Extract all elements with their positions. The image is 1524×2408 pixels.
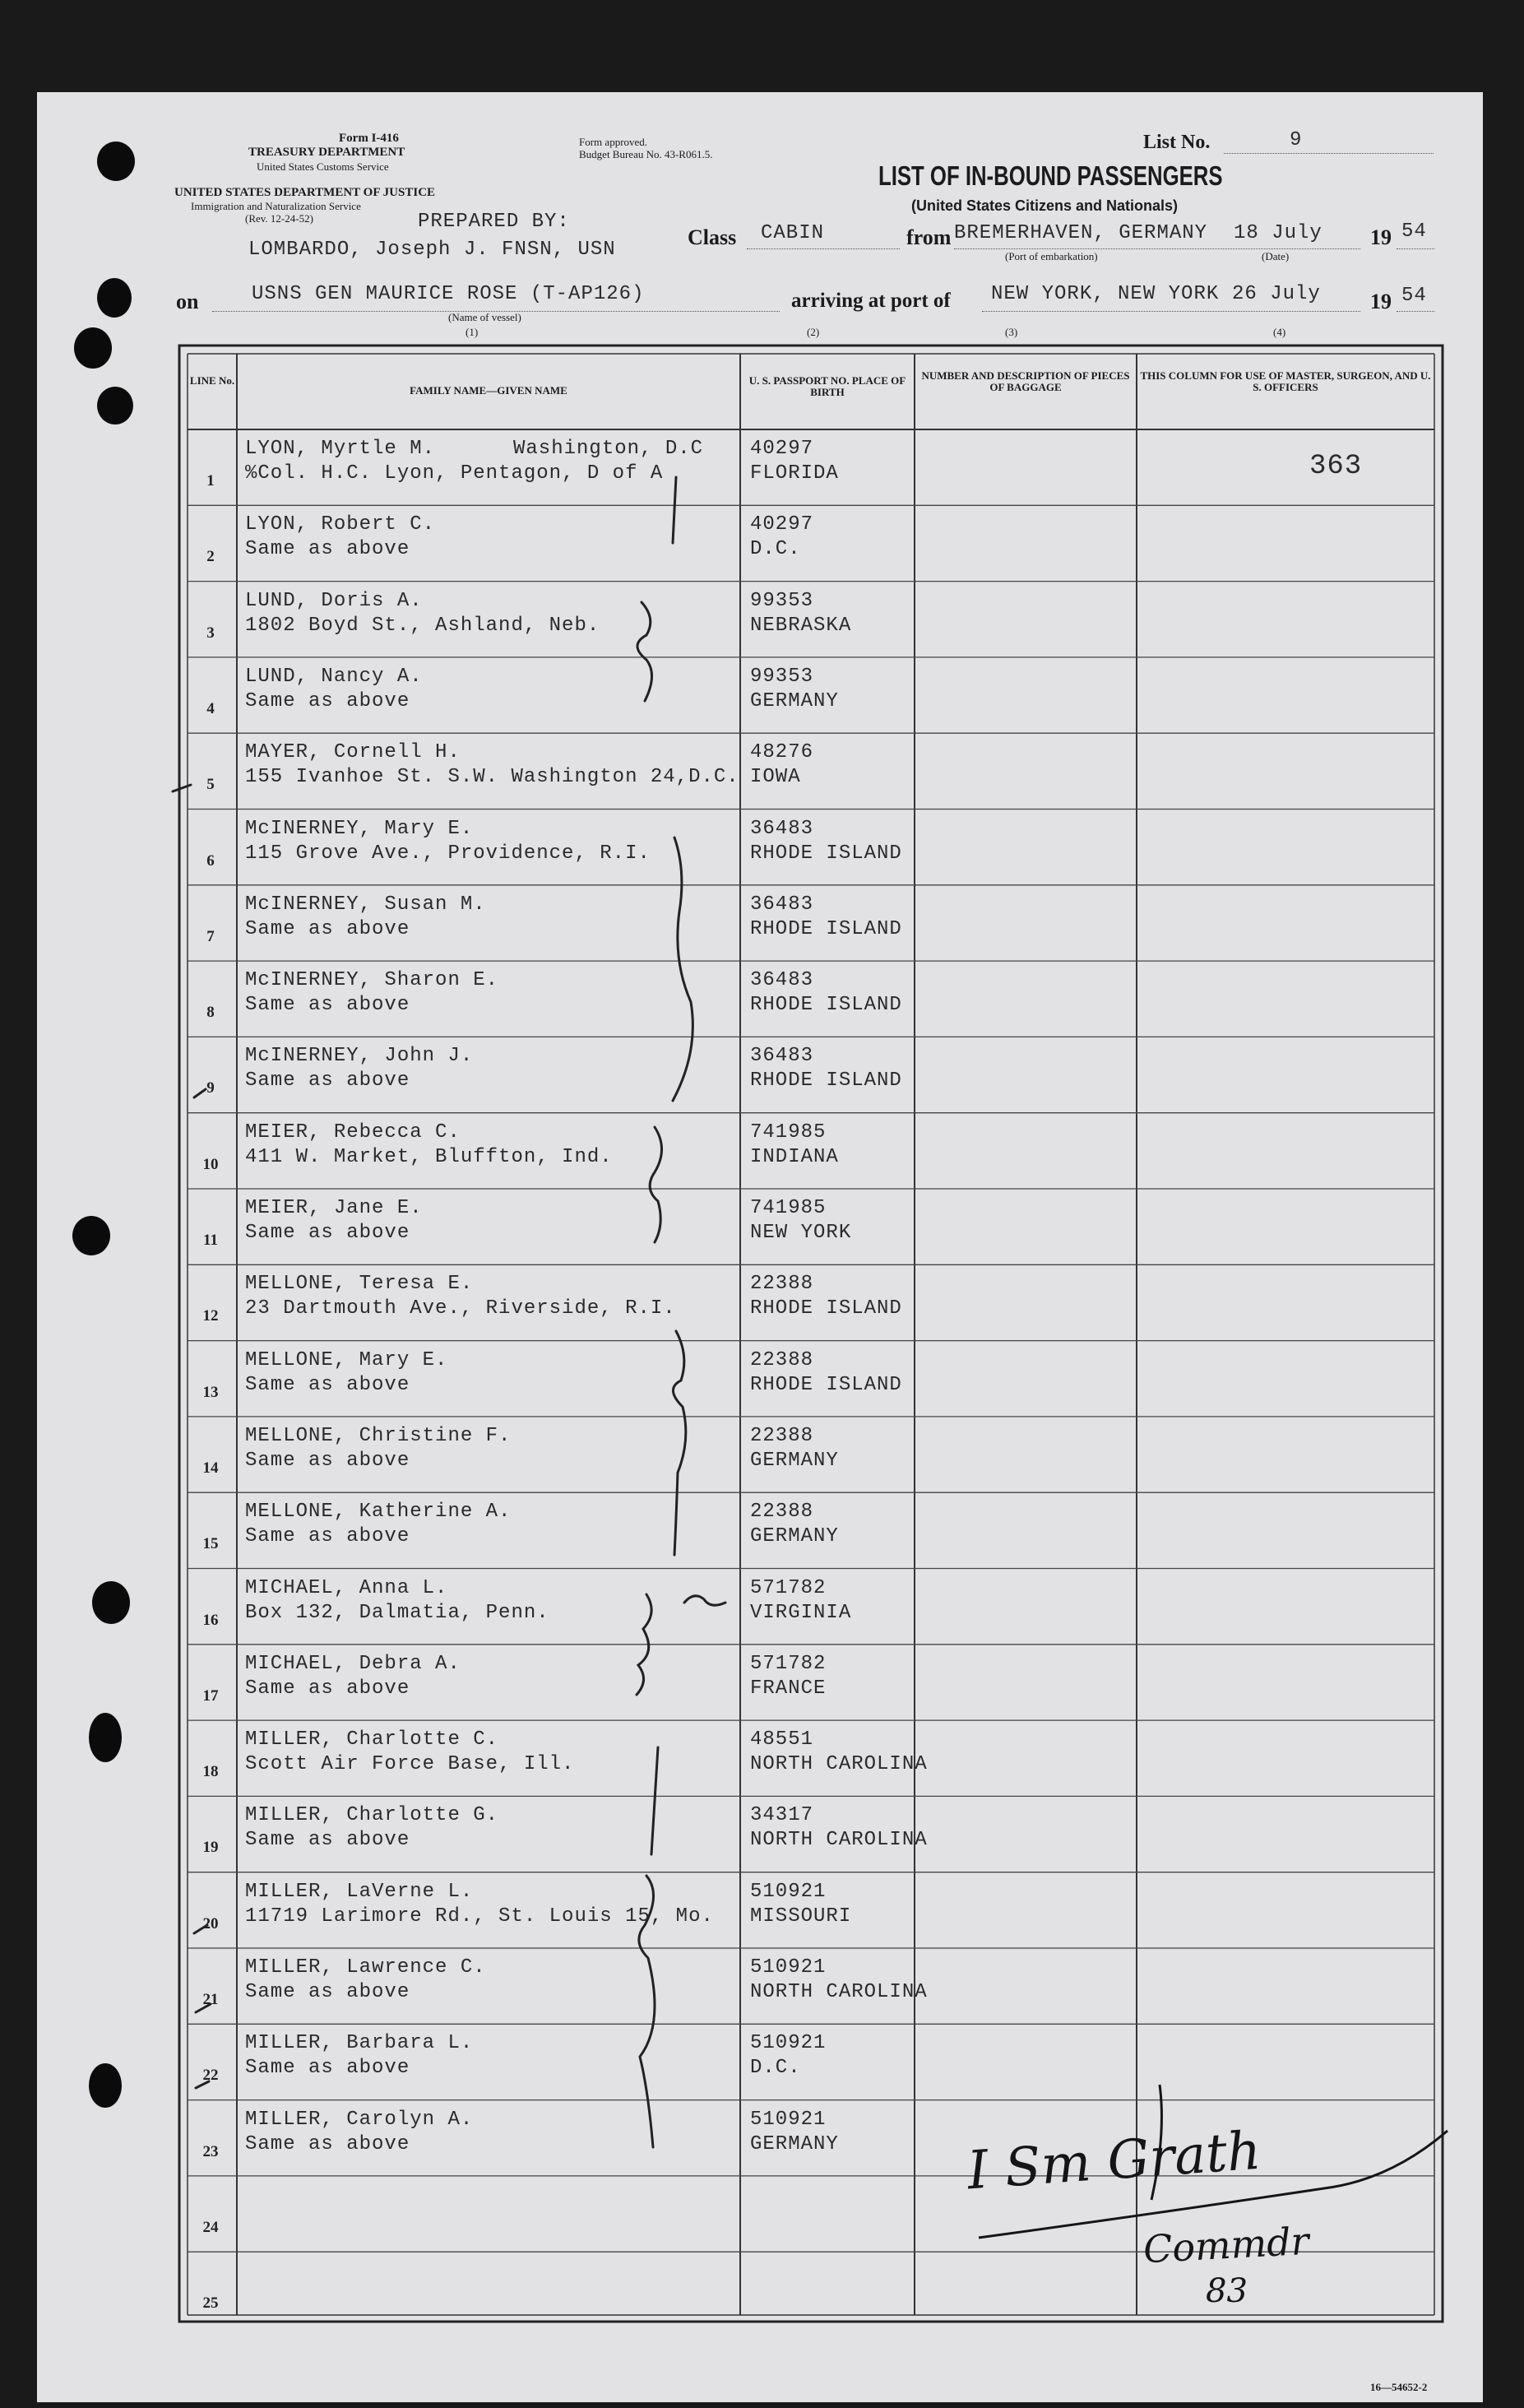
passenger-address: Same as above	[245, 2057, 410, 2080]
list-no-line	[1224, 153, 1434, 154]
column-number: (4)	[1273, 326, 1286, 338]
passenger-name: MAYER, Cornell H.	[245, 741, 461, 764]
table-row	[0, 2024, 1524, 2099]
table-row	[0, 2100, 1524, 2176]
place-of-birth: D.C.	[750, 538, 801, 561]
place-of-birth: FRANCE	[750, 1677, 827, 1700]
place-of-birth: NORTH CAROLINA	[750, 1981, 928, 2003]
place-of-birth: NEBRASKA	[750, 614, 852, 637]
place-of-birth: RHODE ISLAND	[750, 917, 902, 940]
passenger-address: 155 Ivanhoe St. S.W. Washington 24,D.C.	[245, 766, 739, 789]
passport-number: 40297	[750, 438, 814, 460]
line-number: 23	[202, 2142, 219, 2160]
passenger-name: MILLER, Charlotte G.	[245, 1804, 499, 1827]
arrival-port: NEW YORK, NEW YORK	[991, 283, 1220, 305]
line-number: 19	[202, 1839, 219, 1857]
signature-title: Commdr	[1142, 2218, 1310, 2272]
year-line	[1397, 248, 1434, 249]
header-family-name: FAMILY NAME—GIVEN NAME	[410, 384, 567, 397]
place-of-birth: MISSOURI	[750, 1905, 852, 1928]
passport-number: 510921	[750, 1956, 827, 1979]
column-number: (2)	[807, 326, 820, 338]
line-number: 17	[202, 1687, 219, 1705]
signature-name: I Sm Grath	[965, 2120, 1263, 2202]
table-row	[0, 582, 1524, 657]
passport-number: 22388	[750, 1348, 814, 1371]
passport-number: 48276	[750, 741, 814, 764]
column-number: (3)	[1005, 326, 1018, 338]
passenger-address: Box 132, Dalmatia, Penn.	[245, 1601, 549, 1624]
line-number: 11	[203, 1232, 218, 1249]
header-baggage: NUMBER AND DESCRIPTION OF PIECES OF BAGGAGE	[921, 369, 1130, 393]
header-officers: THIS COLUMN FOR USE OF MASTER, SURGEON, AND U. S. OFFICERS	[1140, 369, 1431, 393]
passenger-address: Same as above	[245, 1677, 410, 1700]
signature-number: 83	[1206, 2272, 1248, 2310]
place-of-birth: RHODE ISLAND	[750, 1297, 902, 1320]
passenger-name: MELLONE, Katherine A.	[245, 1501, 512, 1524]
justice-department: UNITED STATES DEPARTMENT OF JUSTICE	[174, 186, 436, 199]
passenger-name: MELLONE, Teresa E.	[245, 1273, 474, 1296]
line-number: 20	[202, 1914, 219, 1932]
from-date: 18 July	[1234, 222, 1322, 244]
passenger-name: MICHAEL, Debra A.	[245, 1652, 461, 1675]
passport-number: 22388	[750, 1424, 814, 1447]
passenger-name: MILLER, Carolyn A.	[245, 2108, 474, 2131]
passenger-address: 411 W. Market, Bluffton, Ind.	[245, 1145, 613, 1168]
year-line	[1397, 311, 1434, 312]
line-number: 18	[202, 1763, 219, 1781]
passport-number: 48551	[750, 1728, 814, 1751]
passport-number: 40297	[750, 513, 814, 536]
passenger-name: LUND, Doris A.	[245, 589, 423, 612]
treasury-department: TREASURY DEPARTMENT	[248, 146, 405, 159]
officer-annotation: 363	[1309, 451, 1363, 482]
passport-number: 571782	[750, 1652, 827, 1675]
place-of-birth: GERMANY	[750, 689, 839, 712]
header-passport: U. S. PASSPORT NO. PLACE OF BIRTH	[748, 374, 906, 398]
place-of-birth: VIRGINIA	[750, 1601, 852, 1624]
passenger-name: McINERNEY, John J.	[245, 1045, 474, 1068]
prepared-by: LOMBARDO, Joseph J. FNSN, USN	[248, 239, 616, 261]
passenger-name: McINERNEY, Sharon E.	[245, 969, 499, 992]
line-number: 14	[202, 1459, 219, 1477]
passport-number: 36483	[750, 969, 814, 992]
passport-number: 36483	[750, 1045, 814, 1068]
table-row	[0, 1492, 1524, 1568]
passenger-name: MILLER, Barbara L.	[245, 2032, 474, 2055]
passport-number: 36483	[750, 817, 814, 840]
passenger-address: %Col. H.C. Lyon, Pentagon, D of A	[245, 462, 664, 485]
table-row	[0, 1720, 1524, 1796]
passenger-address: 1802 Boyd St., Ashland, Neb.	[245, 614, 600, 637]
passport-number: 22388	[750, 1273, 814, 1296]
list-no-label: List No.	[1143, 132, 1211, 153]
passenger-name: MILLER, Lawrence C.	[245, 1956, 486, 1979]
passenger-address: Same as above	[245, 538, 410, 561]
table-row	[0, 657, 1524, 733]
line-number: 2	[206, 548, 215, 566]
from-port: BREMERHAVEN, GERMANY	[954, 222, 1208, 244]
place-of-birth: NORTH CAROLINA	[750, 1753, 928, 1776]
place-of-birth: GERMANY	[750, 2132, 839, 2155]
passenger-address: Same as above	[245, 1373, 410, 1396]
passenger-name: McINERNEY, Mary E.	[245, 817, 474, 840]
place-of-birth: GERMANY	[750, 1449, 839, 1472]
table-row	[0, 810, 1524, 885]
table-row	[0, 505, 1524, 581]
line-number: 8	[206, 1004, 215, 1022]
passport-number: 36483	[750, 893, 814, 916]
passenger-address: 11719 Larimore Rd., St. Louis 15, Mo.	[245, 1905, 714, 1928]
table-row	[0, 1037, 1524, 1112]
port-embark-caption: (Port of embarkation)	[1005, 250, 1098, 262]
passenger-name: LYON, Myrtle M.	[245, 438, 436, 460]
prepared-by-label: PREPARED BY:	[418, 211, 570, 233]
passenger-name: MEIER, Rebecca C.	[245, 1120, 461, 1144]
binder-hole	[97, 142, 135, 181]
table-row	[0, 429, 1524, 505]
line-number: 9	[206, 1079, 215, 1097]
line-number: 16	[202, 1611, 219, 1629]
line-number: 6	[206, 851, 215, 870]
from-label: from	[906, 225, 952, 249]
passenger-address: Same as above	[245, 1829, 410, 1852]
place-of-birth: NEW YORK	[750, 1222, 852, 1244]
passenger-address: 115 Grove Ave., Providence, R.I.	[245, 842, 651, 865]
line-number: 25	[202, 2294, 219, 2313]
line-number: 24	[202, 2218, 219, 2236]
place-of-birth: RHODE ISLAND	[750, 842, 902, 865]
line-number: 4	[206, 699, 215, 717]
ins-service: Immigration and Naturalization Service	[191, 200, 361, 212]
year-prefix: 19	[1370, 290, 1392, 313]
passport-number: 510921	[750, 2032, 827, 2055]
line-number: 5	[206, 776, 215, 794]
line-number: 13	[202, 1383, 219, 1401]
table-row	[0, 1189, 1524, 1264]
list-no: 9	[1290, 129, 1303, 151]
arrival-line	[982, 311, 1360, 312]
binder-hole	[97, 278, 132, 318]
passport-number: 741985	[750, 1197, 827, 1219]
passenger-address: Same as above	[245, 917, 410, 940]
place-of-birth: NORTH CAROLINA	[750, 1829, 928, 1852]
passenger-address: Same as above	[245, 1981, 410, 2003]
place-of-birth: RHODE ISLAND	[750, 994, 902, 1017]
passenger-address: 23 Dartmouth Ave., Riverside, R.I.	[245, 1297, 676, 1320]
passenger-address: Same as above	[245, 1525, 410, 1548]
year-suffix: 54	[1401, 220, 1427, 243]
passport-number: 99353	[750, 665, 814, 688]
line-number: 22	[202, 2067, 219, 2085]
table-row	[0, 961, 1524, 1037]
passport-number: 34317	[750, 1804, 814, 1827]
passenger-address: Same as above	[245, 1449, 410, 1472]
passenger-name: MILLER, Charlotte C.	[245, 1728, 499, 1751]
table-row	[0, 885, 1524, 961]
line-number: 3	[206, 624, 215, 642]
passenger-address: Scott Air Force Base, Ill.	[245, 1753, 575, 1776]
form-number: Form I-416	[339, 132, 399, 145]
passenger-name: LUND, Nancy A.	[245, 665, 423, 688]
passport-number: 510921	[750, 2108, 827, 2131]
passport-number: 571782	[750, 1576, 827, 1599]
table-row	[0, 1569, 1524, 1645]
arriving-label: arriving at port of	[791, 290, 951, 312]
place-of-birth: GERMANY	[750, 1525, 839, 1548]
class-line	[747, 248, 900, 249]
line-number: 1	[206, 472, 215, 489]
header-line-no: LINE No.	[189, 374, 235, 387]
passport-number: 99353	[750, 589, 814, 612]
vessel-caption: (Name of vessel)	[448, 311, 521, 323]
from-line	[954, 248, 1360, 249]
passenger-address: Same as above	[245, 689, 410, 712]
class-label: Class	[688, 225, 737, 249]
table-row	[0, 1948, 1524, 2024]
passenger-address: Same as above	[245, 1069, 410, 1093]
year-suffix: 54	[1401, 285, 1427, 307]
passport-number: 741985	[750, 1120, 827, 1144]
line-number: 10	[202, 1155, 219, 1173]
passenger-name: MICHAEL, Anna L.	[245, 1576, 448, 1599]
form-code: 16—54652-2	[1370, 2381, 1428, 2393]
line-number: 21	[202, 1991, 219, 2008]
passenger-name: MEIER, Jane E.	[245, 1197, 423, 1219]
table-row	[0, 1645, 1524, 1720]
passenger-address-extra: Washington, D.C	[513, 438, 704, 460]
page-subtitle: (United States Citizens and Nationals)	[911, 197, 1179, 214]
table-row	[0, 1113, 1524, 1189]
table-row	[0, 1796, 1524, 1872]
table-row	[0, 1341, 1524, 1417]
form-revision: (Rev. 12-24-52)	[245, 212, 313, 225]
customs-service: United States Customs Service	[257, 160, 389, 173]
table-row	[0, 1417, 1524, 1492]
class-value: CABIN	[761, 222, 825, 244]
passenger-address: Same as above	[245, 1222, 410, 1244]
passenger-name: McINERNEY, Susan M.	[245, 893, 486, 916]
page-title: LIST OF IN-BOUND PASSENGERS	[878, 160, 1223, 191]
place-of-birth: INDIANA	[750, 1145, 839, 1168]
passport-number: 510921	[750, 1880, 827, 1903]
passenger-address: Same as above	[245, 2132, 410, 2155]
table-row	[0, 1872, 1524, 1948]
line-number: 15	[202, 1535, 219, 1553]
column-number: (1)	[466, 326, 479, 338]
line-number: 7	[206, 927, 215, 945]
place-of-birth: IOWA	[750, 766, 801, 789]
budget-bureau: Budget Bureau No. 43-R061.5.	[579, 148, 713, 160]
passenger-name: MELLONE, Mary E.	[245, 1348, 448, 1371]
vessel-name: USNS GEN MAURICE ROSE (T-AP126)	[252, 283, 645, 305]
place-of-birth: D.C.	[750, 2057, 801, 2080]
table-row	[0, 1264, 1524, 1340]
on-label: on	[176, 290, 199, 313]
table-row	[0, 733, 1524, 809]
place-of-birth: RHODE ISLAND	[750, 1373, 902, 1396]
date-caption: (Date)	[1262, 250, 1290, 262]
year-prefix: 19	[1370, 225, 1392, 249]
arrival-date: 26 July	[1232, 283, 1321, 305]
binder-hole	[97, 387, 133, 425]
passenger-name: LYON, Robert C.	[245, 513, 436, 536]
passenger-address: Same as above	[245, 994, 410, 1017]
passenger-name: MELLONE, Christine F.	[245, 1424, 512, 1447]
place-of-birth: RHODE ISLAND	[750, 1069, 902, 1093]
passenger-name: MILLER, LaVerne L.	[245, 1880, 474, 1903]
line-number: 12	[202, 1307, 219, 1325]
passport-number: 22388	[750, 1501, 814, 1524]
binder-hole	[74, 327, 112, 369]
place-of-birth: FLORIDA	[750, 462, 839, 485]
form-approved: Form approved.	[579, 136, 648, 148]
